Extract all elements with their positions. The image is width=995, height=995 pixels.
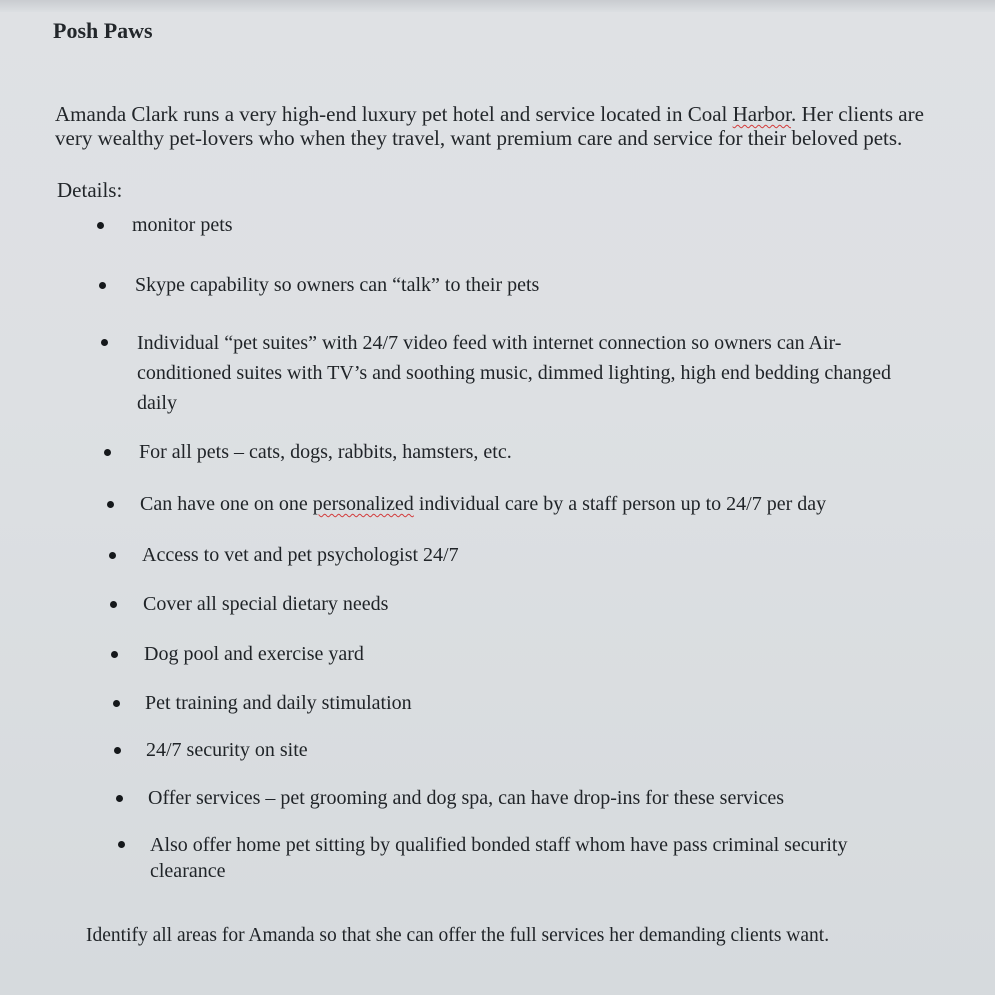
- intro-paragraph: [55, 102, 965, 150]
- list-item-text: Offer services – pet grooming and dog spa, can have drop-ins for these services: [148, 787, 785, 809]
- list-item-text: Access to vet and pet psychologist 24/7: [142, 544, 459, 566]
- bullet-dot-icon: [118, 841, 125, 848]
- list-item: [116, 785, 956, 812]
- list-item-text: [140, 491, 947, 518]
- bullet-dot-icon: [113, 700, 120, 707]
- list-item: [99, 272, 939, 299]
- bullet-dot-icon: [114, 747, 121, 754]
- list-item-text: Cover all special dietary needs: [143, 593, 389, 615]
- spellcheck-flagged-word: personalized: [312, 493, 414, 515]
- list-item: [109, 542, 949, 569]
- details-label: Details:: [57, 178, 123, 202]
- document-title: Posh Paws: [53, 18, 153, 43]
- list-item: [104, 439, 944, 466]
- list-item-text: Also offer home pet sitting by qualified bonded staff whom have pass criminal security clearance: [150, 834, 848, 882]
- list-item-text: 24/7 security on site: [146, 739, 308, 761]
- intro-text-after: . Her clients are very wealthy pet-lovers who when they travel, want premium care and service for their beloved pets.: [55, 102, 924, 150]
- list-item-text: Individual “pet suites” with 24/7 video feed with internet connection so owners can Air-conditioned suites with TV’s and soothing music, dimmed lighting, high end bedding changed daily: [137, 332, 891, 414]
- bullet-dot-icon: [109, 552, 116, 559]
- list-item-text: Skype capability so owners can “talk” to their pets: [135, 274, 540, 296]
- bullet-dot-icon: [99, 282, 106, 289]
- list-item: [111, 641, 951, 668]
- bullet-dot-icon: [107, 501, 114, 508]
- list-item-text: monitor pets: [132, 214, 233, 236]
- list-item-text: Pet training and daily stimulation: [145, 692, 412, 714]
- list-item: [114, 737, 954, 764]
- intro-text-before: Amanda Clark runs a very high-end luxury pet hotel and service located in Coal: [55, 102, 733, 126]
- list-item: [107, 491, 947, 518]
- list-item: [118, 832, 898, 884]
- spellcheck-flagged-word: Harbor: [732, 102, 791, 126]
- bullet-dot-icon: [104, 449, 111, 456]
- list-item: [97, 212, 937, 239]
- list-item: [101, 328, 931, 418]
- list-item-text: For all pets – cats, dogs, rabbits, hamsters, etc.: [139, 441, 512, 463]
- bullet-dot-icon: [111, 651, 118, 658]
- bullet-dot-icon: [116, 795, 123, 802]
- list-item-text-before: Can have one on one: [140, 493, 313, 515]
- list-item: [113, 690, 953, 717]
- bullet-dot-icon: [101, 339, 108, 346]
- list-item-text: Dog pool and exercise yard: [144, 643, 364, 665]
- list-item-text-after: individual care by a staff person up to 24/7 per day: [413, 493, 827, 515]
- bullet-dot-icon: [110, 601, 117, 608]
- list-item: [110, 591, 950, 618]
- closing-instruction: Identify all areas for Amanda so that she can offer the full services her demanding clients want.: [86, 925, 830, 946]
- bullet-dot-icon: [97, 222, 104, 229]
